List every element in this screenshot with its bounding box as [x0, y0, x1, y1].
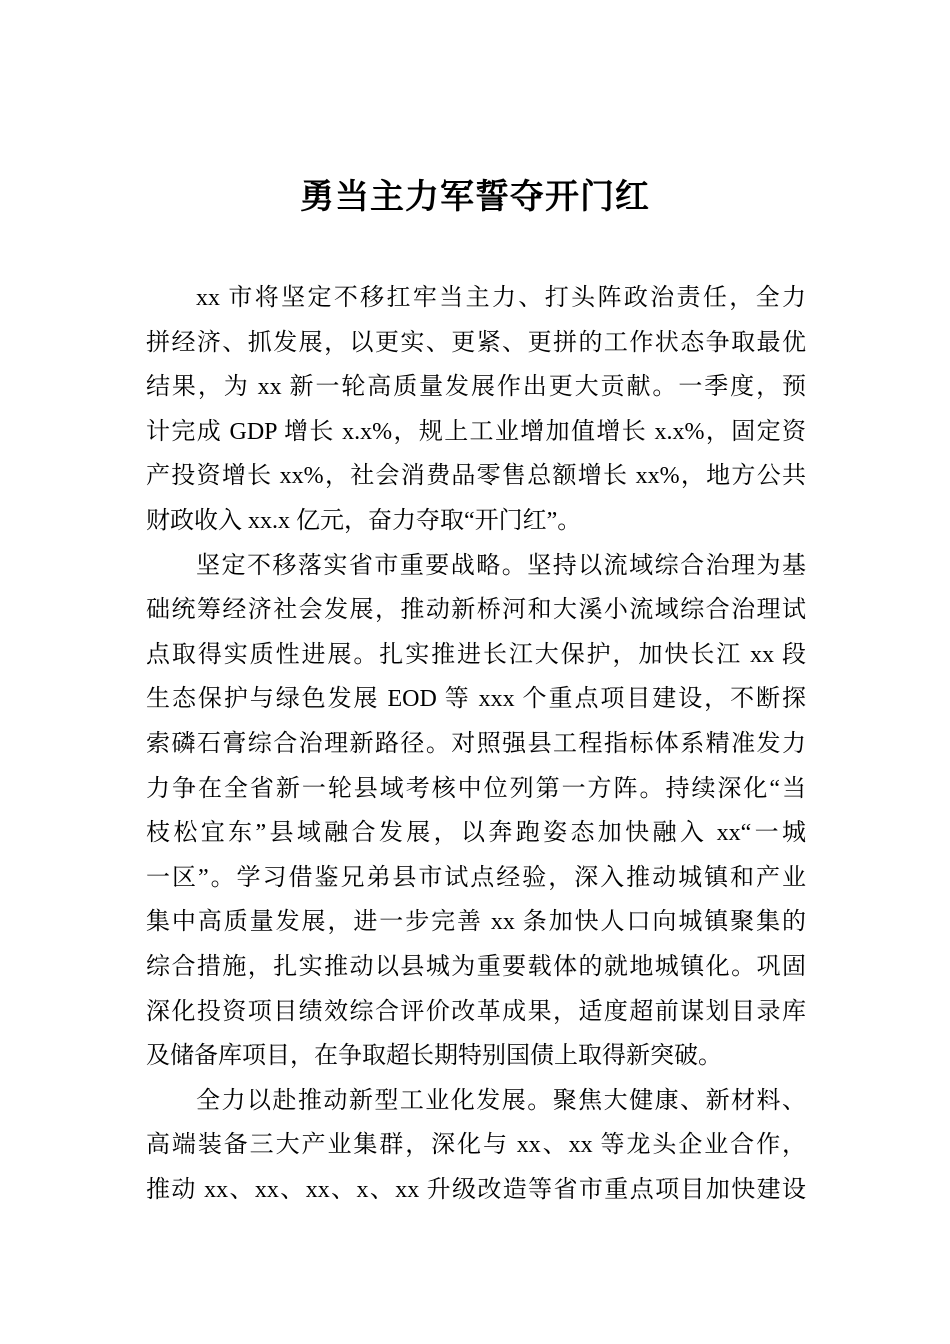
paragraph-line: 生态保护与绿色发展 EOD 等 xxx 个重点项目建设，不断探: [146, 686, 806, 713]
paragraph: [146, 276, 806, 544]
document-title: 勇当主力军誓夺开门红: [300, 179, 650, 216]
paragraph-line: 拼经济、抓发展，以更实、更紧、更拼的工作状态争取最优: [146, 329, 806, 356]
paragraph-line: 财政收入 xx.x 亿元，奋力夺取“开门红”。: [146, 507, 582, 534]
paragraph: [146, 1079, 806, 1213]
paragraph-line: 坚定不移落实省市重要战略。坚持以流域综合治理为基: [196, 552, 806, 579]
paragraph-line: 础统筹经济社会发展，推动新桥河和大溪小流域综合治理试: [146, 597, 806, 624]
paragraph-line: 力争在全省新一轮县域考核中位列第一方阵。持续深化“当: [146, 775, 806, 802]
paragraph-line: xx 市将坚定不移扛牢当主力、打头阵政治责任，全力: [196, 285, 806, 311]
paragraph-line: 综合措施，扎实推动以县城为重要载体的就地城镇化。巩固: [146, 953, 806, 980]
document-body: [146, 276, 806, 1212]
paragraph-line: 及储备库项目，在争取超长期特别国债上取得新突破。: [146, 1043, 722, 1070]
paragraph-line: 深化投资项目绩效综合评价改革成果，适度超前谋划目录库: [146, 998, 806, 1025]
paragraph-line: 推动 xx、xx、xx、x、xx 升级改造等省市重点项目加快建设: [146, 1176, 806, 1203]
paragraph-line: 计完成 GDP 增长 x.x%，规上工业增加值增长 x.x%，固定资: [146, 418, 806, 445]
paragraph-line: 产投资增长 xx%，社会消费品零售总额增长 xx%，地方公共: [146, 463, 806, 490]
paragraph-line: 高端装备三大产业集群，深化与 xx、xx 等龙头企业合作，: [146, 1132, 806, 1159]
paragraph-line: 枝松宜东”县域融合发展，以奔跑姿态加快融入 xx“一城: [146, 820, 806, 847]
paragraph-line: 结果，为 xx 新一轮高质量发展作出更大贡献。一季度，预: [146, 374, 806, 401]
paragraph-line: 点取得实质性进展。扎实推进长江大保护，加快长江 xx 段: [146, 641, 806, 668]
paragraph-line: 全力以赴推动新型工业化发展。聚焦大健康、新材料、: [196, 1087, 806, 1114]
paragraph-line: 一区”。学习借鉴兄弟县市试点经验，深入推动城镇和产业: [146, 864, 806, 891]
paragraph-line: 索磷石膏综合治理新路径。对照强县工程指标体系精准发力: [146, 730, 806, 757]
paragraph: [146, 544, 806, 1079]
paragraph-line: 集中高质量发展，进一步完善 xx 条加快人口向城镇聚集的: [146, 909, 806, 936]
